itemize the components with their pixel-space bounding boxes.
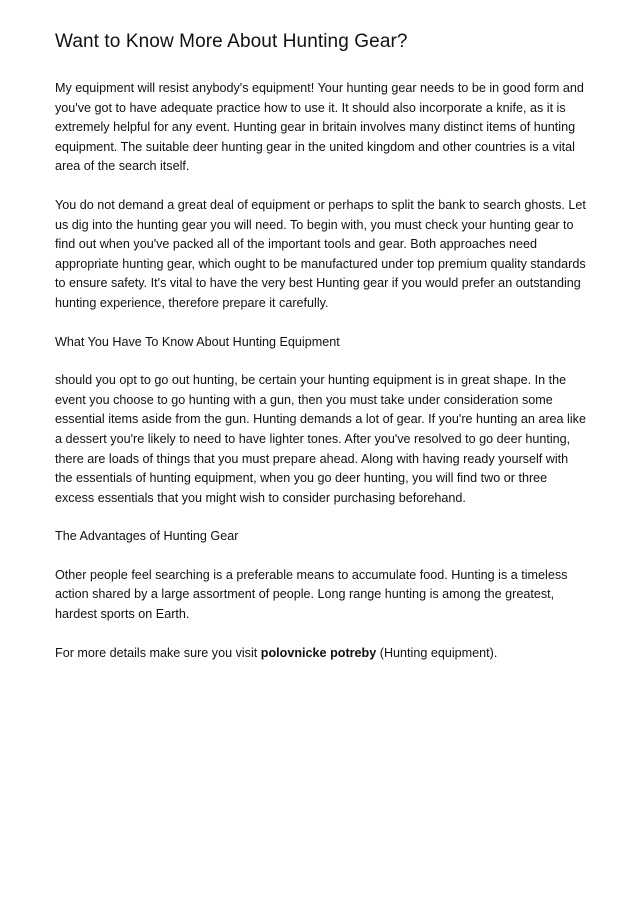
polovnicke-potreby-link[interactable]: polovnicke potreby — [260, 645, 377, 660]
paragraph-intro: My equipment will resist anybody's equipment! Your hunting gear needs to be in good form and you've got to have adequate practice how to use it. It should also incorporate a knife, as it is extremely helpful for any event. Hunting gear in britain involves many distinct items of hunting equipment. The suitable deer hunting gear in the united kingdom and other countries is a vital area of the search itself. — [55, 81, 584, 174]
paragraph-advantages: Other people feel searching is a preferable means to accumulate food. Hunting is a timeless action shared by a large assortment of people. Long range hunting is among the greatest, hardest sports on Earth. — [55, 567, 568, 622]
paragraph-equipment: You do not demand a great deal of equipment or perhaps to split the bank to search ghosts. Let us dig into the hunting gear you will need. To begin with, you must check your hunting gear to find out when you've packed all of the important tools and gear. Both approaches need appropriate hunting gear, which ought to be manufactured under top premium quality standards to ensure safety. It's vital to have the very best Hunting gear if you would prefer an outstanding hunting experience, therefore prepare it carefully. — [55, 197, 586, 310]
subheading-advantages: The Advantages of Hunting Gear — [55, 529, 239, 544]
closing-suffix: (Hunting equipment). — [376, 645, 498, 660]
paragraph-closing — [55, 644, 586, 664]
document-title: Want to Know More About Hunting Gear? — [55, 31, 408, 52]
subheading-hunting-equipment: What You Have To Know About Hunting Equipment — [55, 334, 340, 349]
closing-prefix: For more details make sure you visit — [55, 645, 261, 660]
paragraph-hunting-shape: should you opt to go out hunting, be certain your hunting equipment is in great shape. In the event you choose to go hunting with a gun, then you must take under consideration some essential items aside from the gun. Hunting demands a lot of gear. If you're hunting an area like a dessert you're likely to need to have lighter tones. After you've resolved to go deer hunting, there are loads of things that you must prepare ahead. Along with having ready yourself with the essentials of hunting equipment, when you go deer hunting, you will find two or three excess essentials that you might wish to consider purchasing beforehand. — [55, 373, 586, 505]
